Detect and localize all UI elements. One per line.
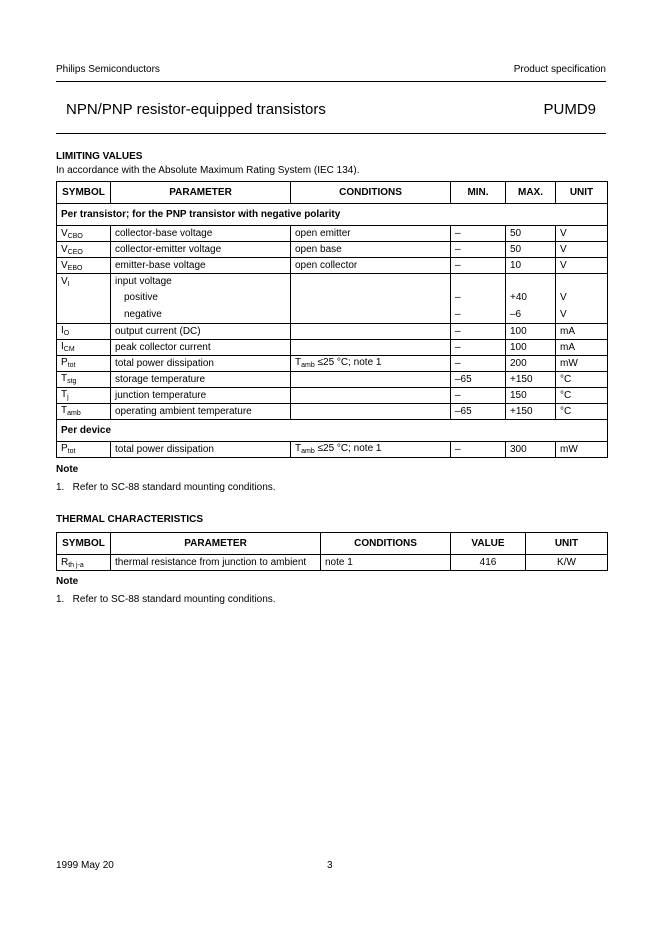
col-header-symbol: SYMBOL <box>57 182 111 204</box>
symbol-cell: $T_j$ <box>57 387 111 403</box>
unit-cell: °C <box>556 371 608 387</box>
conditions-cell <box>291 323 451 339</box>
symbol-cell: $P_{tot}$ <box>57 441 111 457</box>
parameter-cell: total power dissipation <box>111 441 291 457</box>
header-divider-top <box>56 81 606 82</box>
min-cell: – <box>451 306 506 323</box>
unit-cell: V <box>556 289 608 306</box>
min-cell: – <box>451 441 506 457</box>
parameter-cell: junction temperature <box>111 387 291 403</box>
col-header-value: VALUE <box>451 533 526 555</box>
col-header-parameter: PARAMETER <box>111 533 321 555</box>
conditions-cell <box>291 339 451 355</box>
conditions-cell <box>291 289 451 306</box>
conditions-cell: $T_{amb} \le 25$ °C; note 1 <box>291 441 451 457</box>
unit-cell: mW <box>556 355 608 371</box>
part-number: PUMD9 <box>543 101 596 118</box>
conditions-cell: $T_{amb} \le 25$ °C; note 1 <box>291 355 451 371</box>
symbol-cell: $I_{CM}$ <box>57 339 111 355</box>
conditions-cell <box>291 403 451 419</box>
unit-cell: V <box>556 258 608 274</box>
conditions-cell <box>291 306 451 323</box>
col-header-unit: UNIT <box>526 533 608 555</box>
conditions-cell: open emitter <box>291 226 451 242</box>
parameter-cell: collector-emitter voltage <box>111 242 291 258</box>
max-cell: 100 <box>506 323 556 339</box>
col-header-parameter: PARAMETER <box>111 182 291 204</box>
min-cell: –65 <box>451 371 506 387</box>
parameter-cell: thermal resistance from junction to ambient <box>111 555 321 571</box>
footer-page-number: 3 <box>327 860 333 871</box>
min-cell <box>451 274 506 290</box>
parameter-cell: storage temperature <box>111 371 291 387</box>
group-row-per-transistor <box>57 204 608 226</box>
symbol-cell: $V_I$ <box>57 274 111 290</box>
symbol-cell <box>57 289 111 306</box>
document-title: NPN/PNP resistor-equipped transistors <box>66 101 326 118</box>
group-label: Per transistor; for the PNP transistor with negative polarity <box>57 204 608 226</box>
min-cell: – <box>451 242 506 258</box>
limiting-note-text: 1. Refer to SC-88 standard mounting conditions. <box>56 482 276 493</box>
max-cell: 100 <box>506 339 556 355</box>
unit-cell: mA <box>556 339 608 355</box>
symbol-cell: $V_{CBO}$ <box>57 226 111 242</box>
table-row-input-voltage-positive <box>57 289 608 306</box>
symbol-cell: $V_{EBO}$ <box>57 258 111 274</box>
unit-cell <box>556 274 608 290</box>
table-row <box>57 355 608 371</box>
max-cell: +150 <box>506 371 556 387</box>
max-cell: +40 <box>506 289 556 306</box>
unit-cell: °C <box>556 403 608 419</box>
table-row <box>57 555 608 571</box>
col-header-min: MIN. <box>451 182 506 204</box>
max-cell: 300 <box>506 441 556 457</box>
limiting-note-title: Note <box>56 464 79 475</box>
parameter-cell: collector-base voltage <box>111 226 291 242</box>
unit-cell: V <box>556 242 608 258</box>
col-header-symbol: SYMBOL <box>57 533 111 555</box>
unit-cell: mA <box>556 323 608 339</box>
thermal-note-text: 1. Refer to SC-88 standard mounting conditions. <box>56 594 276 605</box>
table-header-row <box>57 533 608 555</box>
conditions-cell <box>291 387 451 403</box>
conditions-cell <box>291 274 451 290</box>
table-row <box>57 323 608 339</box>
conditions-cell <box>291 371 451 387</box>
symbol-cell: $I_O$ <box>57 323 111 339</box>
table-row <box>57 226 608 242</box>
limiting-values-subheading: In accordance with the Absolute Maximum Rating System (IEC 134). <box>56 165 360 176</box>
symbol-cell: $T_{stg}$ <box>57 371 111 387</box>
table-row <box>57 258 608 274</box>
table-row <box>57 339 608 355</box>
table-row <box>57 387 608 403</box>
group-row-per-device <box>57 419 608 441</box>
unit-cell: K/W <box>526 555 608 571</box>
unit-cell: mW <box>556 441 608 457</box>
min-cell: – <box>451 226 506 242</box>
symbol-cell: $V_{CEO}$ <box>57 242 111 258</box>
unit-cell: °C <box>556 387 608 403</box>
min-cell: – <box>451 258 506 274</box>
min-cell: – <box>451 387 506 403</box>
conditions-cell: open base <box>291 242 451 258</box>
group-label: Per device <box>57 419 608 441</box>
header-divider-bottom <box>56 133 606 134</box>
thermal-heading: THERMAL CHARACTERISTICS <box>56 514 204 525</box>
table-row <box>57 242 608 258</box>
unit-cell: V <box>556 226 608 242</box>
symbol-cell: $R_{th j-a}$ <box>57 555 111 571</box>
min-cell: – <box>451 355 506 371</box>
unit-cell: V <box>556 306 608 323</box>
parameter-cell: input voltage <box>111 274 291 290</box>
col-header-conditions: CONDITIONS <box>321 533 451 555</box>
max-cell: 50 <box>506 226 556 242</box>
max-cell: +150 <box>506 403 556 419</box>
parameter-cell: negative <box>111 306 291 323</box>
min-cell: – <box>451 339 506 355</box>
conditions-cell: note 1 <box>321 555 451 571</box>
table-row <box>57 403 608 419</box>
document-type: Product specification <box>513 64 606 75</box>
symbol-cell: $P_{tot}$ <box>57 355 111 371</box>
col-header-conditions: CONDITIONS <box>291 182 451 204</box>
limiting-values-table <box>56 181 608 458</box>
parameter-cell: output current (DC) <box>111 323 291 339</box>
col-header-unit: UNIT <box>556 182 608 204</box>
table-header-row <box>57 182 608 204</box>
value-cell: 416 <box>451 555 526 571</box>
min-cell: – <box>451 289 506 306</box>
limiting-values-heading: LIMITING VALUES <box>56 151 143 162</box>
symbol-cell: $T_{amb}$ <box>57 403 111 419</box>
max-cell <box>506 274 556 290</box>
parameter-cell: emitter-base voltage <box>111 258 291 274</box>
max-cell: 150 <box>506 387 556 403</box>
company-name: Philips Semiconductors <box>56 64 160 75</box>
max-cell: –6 <box>506 306 556 323</box>
parameter-cell: total power dissipation <box>111 355 291 371</box>
table-row <box>57 371 608 387</box>
parameter-cell: operating ambient temperature <box>111 403 291 419</box>
table-row-input-voltage <box>57 274 608 290</box>
footer-date: 1999 May 20 <box>56 860 114 871</box>
thermal-table <box>56 532 608 571</box>
min-cell: – <box>451 323 506 339</box>
max-cell: 200 <box>506 355 556 371</box>
parameter-cell: peak collector current <box>111 339 291 355</box>
col-header-max: MAX. <box>506 182 556 204</box>
max-cell: 10 <box>506 258 556 274</box>
conditions-cell: open collector <box>291 258 451 274</box>
max-cell: 50 <box>506 242 556 258</box>
thermal-note-title: Note <box>56 576 79 587</box>
symbol-cell <box>57 306 111 323</box>
table-row <box>57 441 608 457</box>
table-row-input-voltage-negative <box>57 306 608 323</box>
parameter-cell: positive <box>111 289 291 306</box>
min-cell: –65 <box>451 403 506 419</box>
